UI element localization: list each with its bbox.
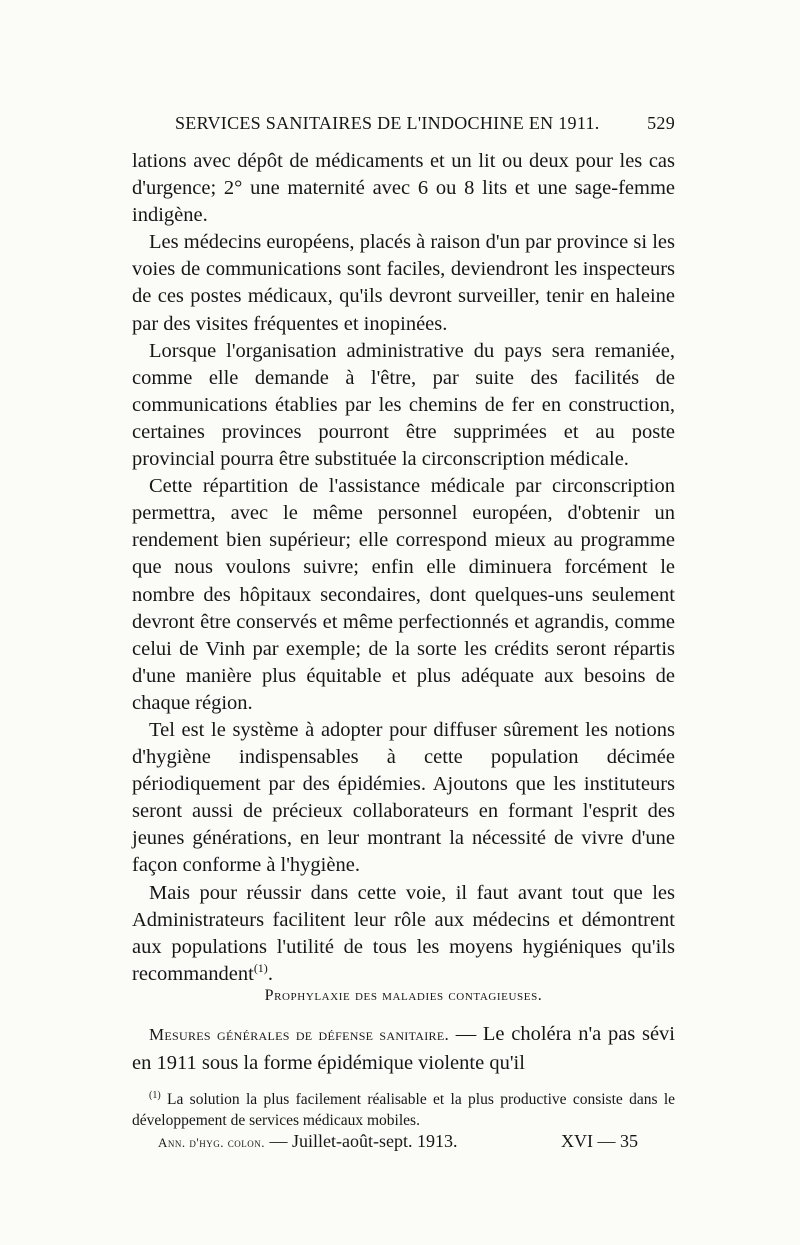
footer-dates: — Juillet-août-sept. 1913. bbox=[264, 1131, 458, 1151]
running-head bbox=[175, 113, 675, 134]
footnote-paragraph bbox=[132, 1085, 675, 1131]
subsection bbox=[132, 1020, 675, 1077]
paragraph bbox=[132, 880, 675, 988]
body-text bbox=[132, 148, 675, 988]
paragraph: Lorsque l'organisation administrative du pays sera remaniée, comme elle demande à l'être, par suite des facilités de communications établies par les chemins de fer en construction, certaines provinces pourront être supprimées et au poste provincial pourra être substituée la circonscription médicale. bbox=[132, 339, 675, 471]
paragraph-text: Mais pour réussir dans cette voie, il faut avant tout que les Administrateurs facilitent leur rôle aux médecins et démontrent aux populations l'utilité de tous les moyens hygiéniques qu'ils recommandent bbox=[132, 881, 675, 985]
footnote-marker: (1) bbox=[149, 1090, 161, 1101]
footnote-reference[interactable]: (1) bbox=[253, 960, 268, 975]
footer-citation bbox=[158, 1131, 457, 1152]
running-head-title: SERVICES SANITAIRES DE L'INDOCHINE EN 1911. bbox=[175, 113, 600, 133]
footnote-text: La solution la plus facilement réalisable et la plus productive consiste dans le développement de services médicaux mobiles. bbox=[132, 1091, 676, 1130]
paragraph: Les médecins européens, placés à raison d'un par province si les voies de communications sont faciles, deviendront les inspecteurs de ces postes médicaux, qu'ils devront surveiller, tenir en haleine par des visites fréquentes et inopinées. bbox=[132, 231, 675, 335]
paragraph: lations avec dépôt de médicaments et un lit ou deux pour les cas d'urgence; 2° une maternité avec 6 ou 8 lits et une sage-femme indigène. bbox=[132, 150, 675, 227]
page-footer bbox=[158, 1131, 638, 1152]
footnote bbox=[132, 1085, 675, 1131]
page-number: 529 bbox=[647, 113, 675, 133]
subsection-paragraph bbox=[132, 1020, 675, 1077]
subsection-text: — Le choléra n'a pas sévi en 1911 sous la forme épidémique violente qu'il bbox=[132, 1023, 675, 1074]
footer-journal: Ann. d'hyg. colon. bbox=[158, 1135, 265, 1150]
subsection-run-in-title: Mesures générales de défense sanitaire. bbox=[149, 1025, 450, 1044]
paragraph: Tel est le système à adopter pour diffuser sûrement les notions d'hygiène indispensables à cette population décimée périodiquement par des épidémies. Ajoutons que les instituteurs seront aussi de précieux collaborateurs en formant l'esprit des jeunes générations, en leur montrant la nécessité de vivre d'une façon conforme à l'hygiène. bbox=[132, 718, 675, 877]
paragraph-end-period: . bbox=[267, 962, 273, 985]
section-heading: Prophylaxie des maladies contagieuses. bbox=[264, 987, 543, 1004]
paragraph: Cette répartition de l'assistance médicale par circonscription permettra, avec le même personnel européen, d'obtenir un rendement bien supérieur; elle correspond mieux au programme que nous voulons suivre; enfin elle diminuera forcément le nombre des hôpitaux secondaires, dont quelques-uns seulement devront être conservés et même perfectionnés et agrandis, comme celui de Vinh par exemple; de la sorte les crédits seront répartis d'une manière plus équitable et plus adéquate aux besoins de chaque région. bbox=[132, 475, 675, 714]
footer-signature: XVI — 35 bbox=[561, 1131, 638, 1151]
